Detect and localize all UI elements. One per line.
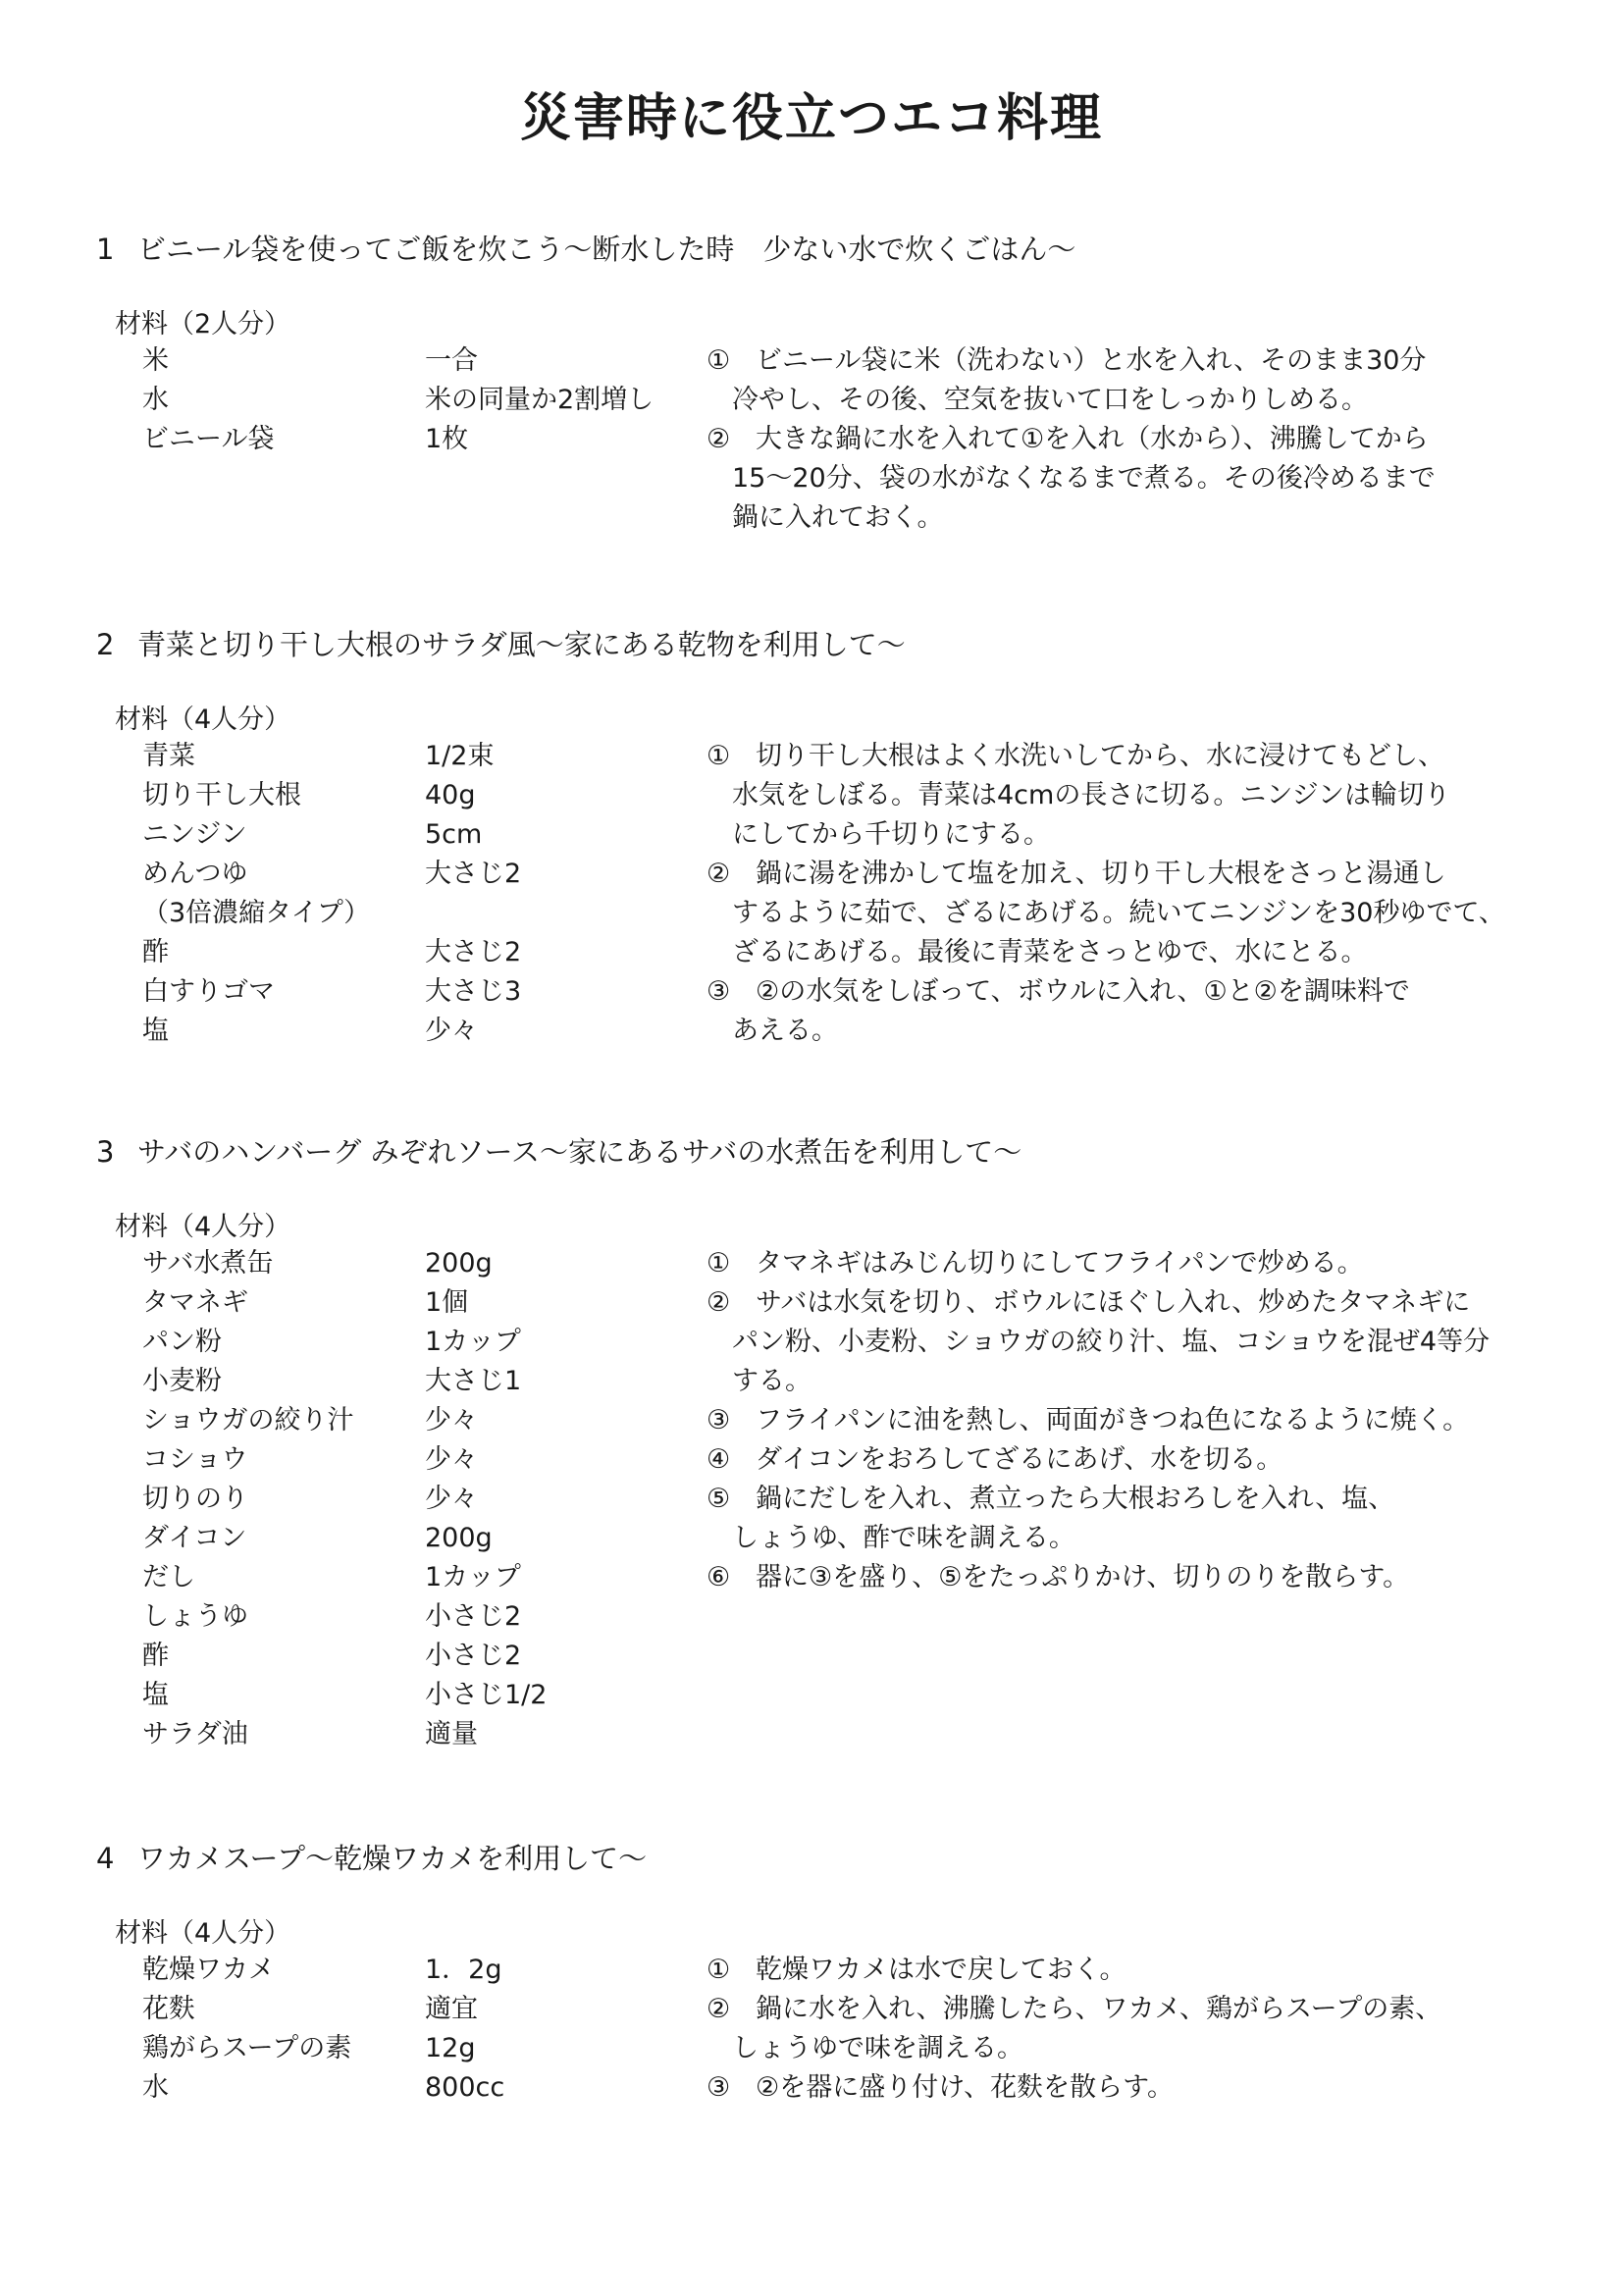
ingredient-name: ショウガの絞り汁 [142, 1405, 354, 1435]
recipe-title: ビニール袋を使ってご飯を炊こう～断水した時 少ない水で炊くごはん～ [137, 233, 1076, 266]
ingredient-name: タマネギ [142, 1287, 248, 1318]
servings-label: 材料（4人分） [115, 1918, 291, 1949]
ingredient-row [142, 2068, 692, 2108]
step-list [707, 341, 1531, 538]
step-item [707, 1440, 1531, 1480]
step-text-line: ダイコンをおろしてざるにあげ、水を切る。 [756, 1444, 1283, 1475]
ingredient-name: コショウ [142, 1444, 248, 1475]
ingredient-quantity: 大さじ2 [425, 937, 522, 967]
step-text-line: するように茹で、ざるにあげる。続いてニンジンを30秒ゆでて、 [732, 898, 1505, 928]
ingredient-row [142, 1480, 692, 1519]
ingredient-name: 米 [142, 345, 169, 376]
step-item [707, 420, 1531, 538]
step-number: ⑥ [707, 1562, 731, 1592]
step-number: ② [707, 859, 731, 889]
step-item [707, 1401, 1531, 1440]
step-number: ② [707, 1994, 731, 2024]
ingredient-quantity: 少々 [425, 1484, 478, 1514]
ingredient-quantity: 5cm [425, 819, 483, 850]
ingredient-row [142, 1519, 692, 1558]
ingredient-quantity: 1カップ [425, 1327, 521, 1357]
recipe-number: 1 [96, 233, 115, 266]
ingredient-name: 切り干し大根 [142, 780, 301, 810]
step-text-line: 15～20分、袋の水がなくなるまで煮る。その後冷めるまで [732, 463, 1436, 494]
ingredient-name: パン粉 [142, 1327, 222, 1357]
step-number: ⑤ [707, 1484, 731, 1514]
ingredient-name: 塩 [142, 1016, 169, 1046]
ingredient-row [142, 1012, 692, 1051]
ingredient-row [142, 1637, 692, 1676]
ingredient-row [142, 972, 692, 1012]
step-number: ① [707, 1955, 731, 1985]
ingredient-row [142, 1990, 692, 2029]
recipe-title: 青菜と切り干し大根のサラダ風～家にある乾物を利用して～ [137, 628, 906, 661]
page-title: 災害時に役立つエコ料理 [519, 89, 1103, 148]
recipe-number: 2 [96, 628, 115, 661]
step-number: ② [707, 424, 731, 454]
ingredient-quantity: 1/2束 [425, 741, 495, 771]
ingredient-name: 鶏がらスープの素 [142, 2033, 352, 2063]
ingredient-row [142, 1283, 692, 1323]
ingredient-row [142, 1401, 692, 1440]
step-text-line: 水気をしぼる。青菜は4cmの長さに切る。ニンジンは輪切り [732, 780, 1450, 810]
ingredient-quantity: 200g [425, 1248, 493, 1278]
recipe-number: 4 [96, 1842, 115, 1875]
ingredient-name: ビニール袋 [142, 424, 275, 454]
step-number: ① [707, 1248, 731, 1278]
step-item [707, 1244, 1531, 1283]
step-text-line: 切り干し大根はよく水洗いしてから、水に浸けてもどし、 [756, 741, 1444, 771]
step-item [707, 1558, 1531, 1597]
recipe-title: ワカメスープ～乾燥ワカメを利用して～ [137, 1842, 648, 1875]
step-item [707, 341, 1531, 420]
ingredient-row [142, 776, 692, 815]
step-text-line: ②を器に盛り付け、花麩を散らす。 [756, 2072, 1174, 2103]
step-number: ② [707, 1287, 731, 1318]
ingredient-name: 切りのり [142, 1484, 248, 1514]
step-number: ③ [707, 1405, 731, 1435]
step-text-line: 乾燥ワカメは水で戻しておく。 [756, 1955, 1126, 1985]
ingredient-quantity: 1カップ [425, 1562, 521, 1592]
step-number: ① [707, 345, 731, 376]
step-text-line: ビニール袋に米（洗わない）と水を入れ、そのまま30分 [756, 345, 1427, 376]
ingredient-row [142, 420, 692, 459]
ingredient-row [142, 1244, 692, 1283]
recipe-heading [96, 1837, 647, 1877]
ingredient-quantity: 40g [425, 780, 476, 810]
ingredient-name: 酢 [142, 937, 169, 967]
ingredient-row [142, 1440, 692, 1480]
ingredient-row [142, 1951, 692, 1990]
step-text-line: しょうゆ、酢で味を調える。 [732, 1523, 1075, 1553]
step-item [707, 972, 1531, 1051]
step-list [707, 1244, 1531, 1597]
servings-label: 材料（4人分） [115, 704, 291, 735]
ingredient-name: 花麩 [142, 1994, 195, 2024]
ingredient-quantity: 1枚 [425, 424, 469, 454]
ingredient-name: しょうゆ [142, 1601, 248, 1632]
step-item [707, 1480, 1531, 1558]
ingredient-quantity: 適宜 [425, 1994, 478, 2024]
step-item [707, 1283, 1531, 1401]
ingredient-quantity: 少々 [425, 1016, 478, 1046]
ingredient-list [142, 341, 692, 459]
ingredient-name: 水 [142, 385, 169, 415]
ingredient-list [142, 1951, 692, 2108]
ingredient-quantity: 米の同量か2割増し [425, 385, 654, 415]
recipe-heading [96, 1130, 1021, 1171]
ingredient-name: だし [142, 1562, 195, 1592]
step-text-line: しょうゆで味を調える。 [732, 2033, 1023, 2063]
ingredient-quantity: 大さじ3 [425, 976, 522, 1007]
ingredient-name: めんつゆ [142, 859, 248, 889]
servings-label: 材料（2人分） [115, 309, 291, 339]
ingredient-row [142, 1558, 692, 1597]
ingredient-row [142, 737, 692, 776]
ingredient-name: 小麦粉 [142, 1366, 222, 1396]
ingredient-name: サラダ油 [142, 1719, 248, 1749]
ingredient-row [142, 855, 692, 894]
step-text-line: 鍋に入れておく。 [732, 502, 944, 533]
step-text-line: ②の水気をしぼって、ボウルに入れ、①と②を調味料で [756, 976, 1410, 1007]
ingredient-name: 白すりゴマ [142, 976, 275, 1007]
recipe-title: サバのハンバーグ みぞれソース～家にあるサバの水煮缶を利用して～ [137, 1135, 1022, 1169]
ingredient-quantity: 12g [425, 2033, 476, 2063]
recipe-heading [96, 623, 906, 663]
ingredient-row [142, 1715, 692, 1754]
step-item [707, 737, 1531, 855]
ingredient-quantity: 800cc [425, 2072, 505, 2103]
ingredient-quantity: 大さじ1 [425, 1366, 522, 1396]
recipe-heading [96, 228, 1075, 268]
ingredient-quantity: 少々 [425, 1405, 478, 1435]
ingredient-row [142, 381, 692, 420]
ingredient-name: （3倍濃縮タイプ） [142, 898, 371, 928]
ingredient-row [142, 341, 692, 381]
ingredient-quantity: 一合 [425, 345, 478, 376]
step-text-line: タマネギはみじん切りにしてフライパンで炒める。 [756, 1248, 1364, 1278]
ingredient-quantity: 1個 [425, 1287, 469, 1318]
recipe-number: 3 [96, 1135, 115, 1169]
step-text-line: ざるにあげる。最後に青菜をさっとゆで、水にとる。 [732, 937, 1368, 967]
step-text-line: フライパンに油を熱し、両面がきつね色になるように焼く。 [756, 1405, 1470, 1435]
step-text-line: あえる。 [732, 1016, 838, 1046]
ingredient-row [142, 894, 692, 933]
ingredient-row [142, 1597, 692, 1637]
step-text-line: する。 [732, 1366, 812, 1396]
ingredient-quantity: 小さじ2 [425, 1601, 522, 1632]
step-list [707, 1951, 1531, 2108]
ingredient-name: 酢 [142, 1641, 169, 1671]
step-text-line: 鍋に水を入れ、沸騰したら、ワカメ、鶏がらスープの素、 [756, 1994, 1442, 2024]
ingredient-name: 水 [142, 2072, 169, 2103]
ingredient-quantity: 大さじ2 [425, 859, 522, 889]
ingredient-quantity: 小さじ2 [425, 1641, 522, 1671]
ingredient-row [142, 1362, 692, 1401]
ingredient-quantity: 少々 [425, 1444, 478, 1475]
step-text-line: サバは水気を切り、ボウルにほぐし入れ、炒めたタマネギに [756, 1287, 1471, 1318]
step-item [707, 855, 1531, 972]
ingredient-row [142, 1676, 692, 1715]
step-text-line: 鍋にだしを入れ、煮立ったら大根おろしを入れ、塩、 [756, 1484, 1395, 1514]
ingredient-row [142, 933, 692, 972]
ingredient-row [142, 1323, 692, 1362]
ingredient-name: 乾燥ワカメ [142, 1955, 275, 1985]
step-number: ③ [707, 2072, 731, 2103]
ingredient-name: ニンジン [142, 819, 247, 850]
step-text-line: にしてから千切りにする。 [732, 819, 1050, 850]
step-number: ④ [707, 1444, 731, 1475]
ingredient-row [142, 815, 692, 855]
ingredient-quantity: 適量 [425, 1719, 478, 1749]
ingredient-name: ダイコン [142, 1523, 247, 1553]
step-text-line: 鍋に湯を沸かして塩を加え、切り干し大根をさっと湯通し [756, 859, 1446, 889]
ingredient-list [142, 737, 692, 1051]
ingredient-name: 塩 [142, 1680, 169, 1710]
step-text-line: パン粉、小麦粉、ショウガの絞り汁、塩、コショウを混ぜ4等分 [732, 1327, 1491, 1357]
ingredient-name: 青菜 [142, 741, 195, 771]
ingredient-quantity: 200g [425, 1523, 493, 1553]
ingredient-name: サバ水煮缶 [142, 1248, 274, 1278]
step-text-line: 大きな鍋に水を入れて①を入れ（水から）、沸騰してから [756, 424, 1429, 454]
step-list [707, 737, 1531, 1051]
step-item [707, 1990, 1531, 2068]
step-text-line: 冷やし、その後、空気を抜いて口をしっかりしめる。 [732, 385, 1368, 415]
step-item [707, 1951, 1531, 1990]
step-text-line: 器に③を盛り、⑤をたっぷりかけ、切りのりを散らす。 [756, 1562, 1410, 1592]
step-number: ③ [707, 976, 731, 1007]
ingredient-list [142, 1244, 692, 1754]
ingredient-quantity: 1．2g [425, 1955, 502, 1985]
ingredient-row [142, 2029, 692, 2068]
servings-label: 材料（4人分） [115, 1212, 291, 1242]
step-number: ① [707, 741, 731, 771]
step-item [707, 2068, 1531, 2108]
ingredient-quantity: 小さじ1/2 [425, 1680, 548, 1710]
